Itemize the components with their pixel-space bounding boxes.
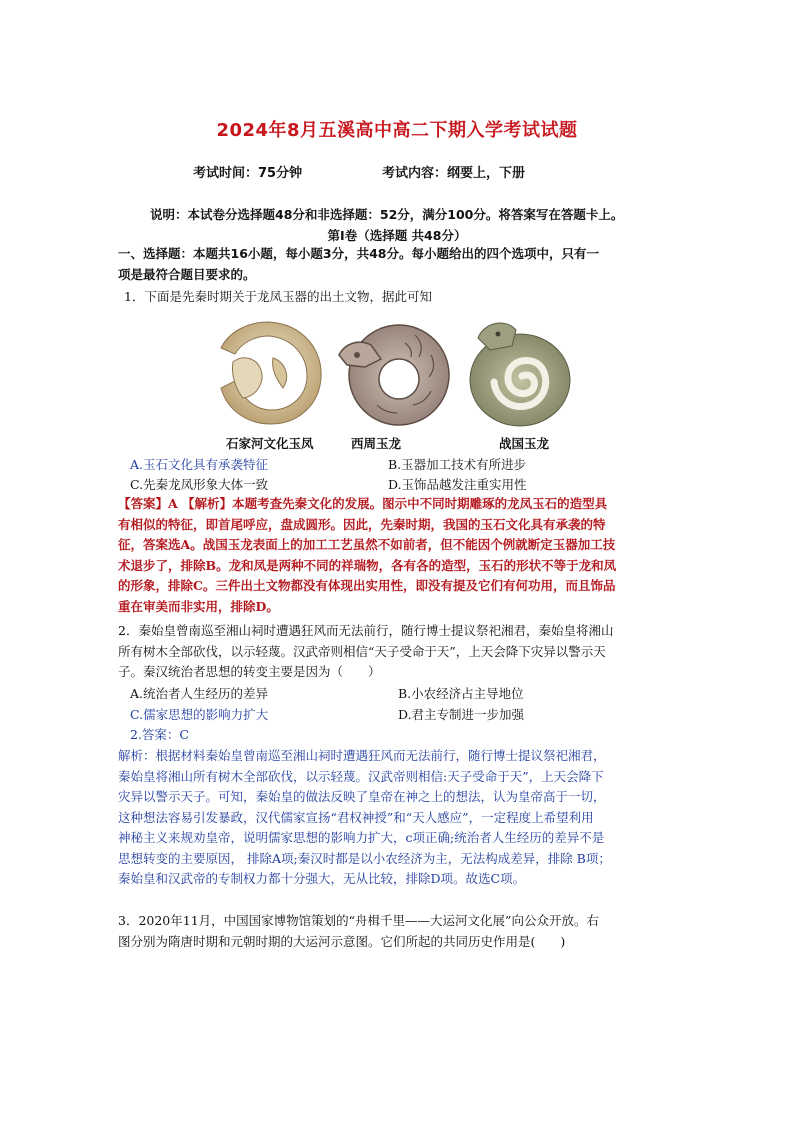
analysis-line: [118, 494, 688, 515]
q2-option-b: B.小农经济占主导地位: [398, 686, 524, 701]
q2-analysis: [118, 746, 688, 890]
section-intro-line: 一、选择题：本题共16小题，每小题3分，共48分。每小题给出的四个选项中，只有一: [118, 246, 599, 261]
q3-stem: [118, 911, 688, 952]
section-intro-line: 项是最符合题目要求的。: [118, 266, 256, 282]
caption-western-zhou-dragon: 西周玉龙: [351, 436, 402, 451]
exam-title: 2024年8月五溪高中高二下期入学考试试题: [216, 120, 578, 141]
volume-title: 第Ⅰ卷（选择题 共48分）: [327, 228, 467, 243]
analysis-line: 秦始皇和汉武帝的专制权力都十分强大，无从比较，排除D项。故选C项。: [118, 871, 526, 886]
jade-phoenix-image: [213, 318, 326, 428]
analysis-line: 征，答案选A。战国玉龙表面上的加工工艺虽然不如前者，但不能因个例就断定玉器加工技: [118, 537, 616, 552]
q1-option-a: A.玉石文化具有承袭特征: [130, 457, 269, 472]
analysis-line: 神秘主义来规劝皇帝，说明儒家思想的影响力扩大，c项正确;统治者人生经历的差异不是: [118, 830, 605, 845]
analysis-line: 秦始皇将湘山所有树木全部砍伐，以示轻蔑。汉武帝则相信:天子受命于天”，上天会降下: [118, 768, 604, 784]
analysis-line: 重在审美而非实用，排除D。: [118, 598, 279, 614]
analysis-line: 解析：根据材料秦始皇曾南巡至湘山祠时遭遇狂风而无法前行，随行博士提议祭祀湘君，: [118, 748, 606, 763]
caption-jade-phoenix: 石家河文化玉凤: [226, 436, 314, 451]
section-intro: [118, 244, 688, 285]
analysis-line: 有相似的特征，即首尾呼应，盘成圆形。因此，先秦时期，我国的玉石文化具有承袭的特: [118, 516, 606, 532]
q2-option-d: D.君主专制进一步加强: [398, 707, 525, 722]
exam-content: 考试内容：纲要上，下册: [382, 166, 526, 181]
q1-analysis: [118, 494, 688, 617]
jade-dragon-warring-states-image: [462, 316, 574, 431]
q2-stem-line: 2．秦始皇曾南巡至湘山祠时遭遇狂风而无法前行，随行博士提议祭祀湘君，秦始皇将湘山: [118, 623, 614, 638]
q2-answer: 2.答案：C: [130, 727, 189, 742]
jade-dragon-western-zhou-image: [335, 315, 451, 430]
q1-option-d: D.玉饰品越发注重实用性: [388, 477, 527, 492]
analysis-line: 术退步了，排除B。龙和凤是两种不同的祥瑞物，各有各的造型，玉石的形状不等于龙和凤: [118, 557, 617, 573]
q2-option-c: C.儒家思想的影响力扩大: [130, 707, 269, 722]
exam-note: 说明：本试卷分选择题48分和非选择题：52分，满分100分。将答案写在答题卡上。: [150, 207, 624, 222]
analysis-text: 本题考查先秦文化的发展。图示中不同时期雕琢的龙凤玉石的造型具: [232, 496, 608, 511]
q3-stem-line: 图分别为隋唐时期和元朝时期的大运河示意图。它们所起的共同历史作用是( ): [118, 933, 566, 949]
q2-stem-line: 所有树木全部砍伐，以示轻蔑。汉武帝则相信“天子受命于天”，上天会降下灾异以警示天: [118, 643, 606, 659]
q3-stem-line: 3．2020年11月，中国国家博物馆策划的“舟楫千里——大运河文化展”向公众开放。右: [118, 913, 599, 928]
q1-stem: 1．下面是先秦时期关于龙凤玉器的出土文物，据此可知: [124, 289, 432, 304]
q1-answer-tag: 【答案】A 【解析】: [118, 496, 233, 511]
analysis-line: 灾异以警示天子。可知，秦始皇的做法反映了皇帝在神之上的想法，认为皇帝高于一切，: [118, 789, 606, 804]
caption-warring-states-dragon: 战国玉龙: [499, 436, 550, 451]
analysis-line: 思想转变的主要原因， 排除A项;秦汉时都是以小农经济为主，无法构成差异，排除 B项；: [118, 850, 611, 866]
q2-option-a: A.统治者人生经历的差异: [130, 686, 269, 701]
q1-option-c: C.先秦龙凤形象大体一致: [130, 477, 269, 492]
analysis-line: 这种想法容易引发暴政，汉代儒家宣扬“君权神授”和“天人感应”，一定程度上希望利用: [118, 809, 594, 825]
q2-stem-line: 子。秦汉统治者思想的转变主要是因为（ ）: [118, 664, 381, 679]
analysis-line: 的形象，排除C。三件出土文物都没有体现出实用性，即没有提及它们有何功用，而且饰品: [118, 578, 616, 593]
q1-option-b: B.玉器加工技术有所进步: [388, 457, 527, 472]
q2-stem: [118, 621, 688, 683]
exam-time: 考试时间：75分钟: [193, 166, 303, 181]
